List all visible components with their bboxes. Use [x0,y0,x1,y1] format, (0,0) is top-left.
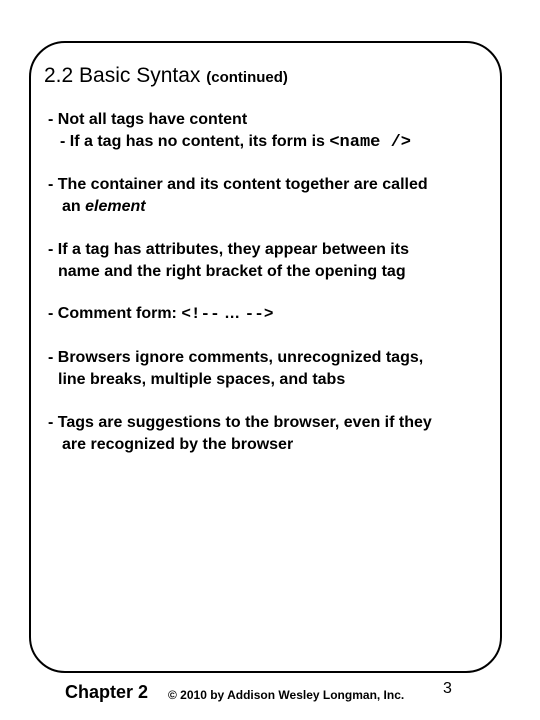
footer-chapter: Chapter 2 [65,682,149,702]
bullet-suggestions [48,412,432,456]
bullet-subline-text: - If a tag has no content, its form is [60,133,330,150]
bullet-element [48,174,428,218]
title-suffix: (continued) [206,69,288,86]
slide-title [44,63,288,91]
bullet-browsers-ignore [48,347,423,391]
bullet-subline [48,196,428,218]
bullet-subline: line breaks, multiple spaces, and tabs [58,371,346,388]
bullet-subline [48,131,411,154]
bullet-subline: are recognized by the browser [62,436,294,453]
comment-ellipsis: … [219,305,245,322]
bullet-attributes [48,239,409,283]
bullet-line: - Not all tags have content [48,111,248,128]
footer-copyright: © 2010 by Addison Wesley Longman, Inc. [168,688,405,702]
title-text: 2.2 Basic Syntax [44,64,201,87]
element-term: element [85,198,146,215]
footer-page-number: 3 [443,680,452,697]
empty-tag-code: <name /> [329,133,411,152]
bullet-line: - Tags are suggestions to the browser, even if they [48,414,432,431]
comment-open-code: <!-- [181,305,220,323]
bullet-subline-text: an [62,198,86,215]
bullet-line: - If a tag has attributes, they appear between its [48,241,409,258]
bullet-subline: name and the right bracket of the opening tag [58,263,406,280]
bullet-line: - Browsers ignore comments, unrecognized tags, [48,349,424,366]
comment-close-code: --> [244,305,274,323]
bullet-comment-form [48,303,273,325]
bullet-no-content [48,109,411,154]
bullet-line: - Comment form: [48,305,182,322]
bullet-line: - The container and its content together are called [48,176,428,193]
